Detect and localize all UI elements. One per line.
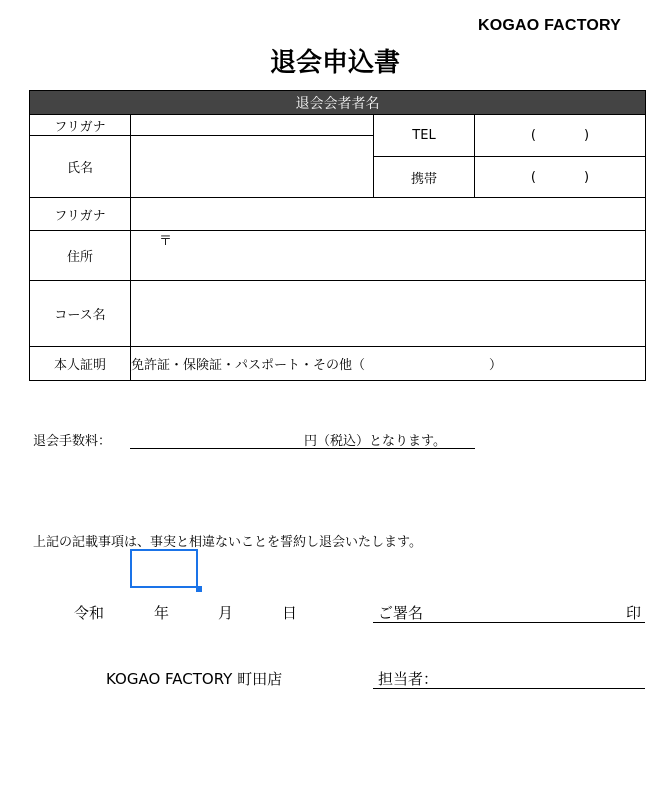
- fee-suffix: 円（税込）となります。: [304, 434, 446, 449]
- mobile-paren-open: (: [530, 169, 536, 185]
- address-furigana-input[interactable]: [131, 198, 646, 231]
- address-label: 住所: [30, 231, 131, 281]
- mobile-label: 携帯: [374, 157, 475, 198]
- signature-line[interactable]: [373, 622, 645, 623]
- address-input[interactable]: [131, 231, 646, 281]
- date-month: 月: [218, 604, 234, 622]
- fill-handle[interactable]: [196, 586, 202, 592]
- name-input[interactable]: [131, 136, 374, 198]
- selected-cell[interactable]: [130, 549, 198, 588]
- course-label: コース名: [30, 281, 131, 347]
- tel-input[interactable]: [475, 115, 646, 157]
- postal-mark: 〒: [159, 233, 173, 249]
- mobile-input[interactable]: [475, 157, 646, 198]
- course-input[interactable]: [131, 281, 646, 347]
- company-name: KOGAO FACTORY: [478, 17, 622, 34]
- id-options[interactable]: 免許証・保険証・パスポート・その他（ ）: [131, 347, 646, 381]
- mobile-paren-close: ): [584, 169, 590, 185]
- id-label: 本人証明: [30, 347, 131, 381]
- staff-line[interactable]: [373, 688, 645, 689]
- pledge-text: 上記の記載事項は、事実と相違ないことを誓約し退会いたします。: [33, 535, 422, 550]
- furigana-input[interactable]: [131, 115, 374, 136]
- fee-label: 退会手数料：: [33, 434, 112, 449]
- date-era: 令和: [74, 604, 105, 622]
- signature-label: ご署名: [378, 604, 424, 622]
- date-day: 日: [282, 604, 298, 622]
- furigana-label: フリガナ: [30, 115, 131, 136]
- page-title: 退会申込書: [269, 48, 400, 78]
- date-year: 年: [154, 604, 170, 622]
- staff-label: 担当者：: [378, 670, 439, 688]
- shop-name: KOGAO FACTORY 町田店: [106, 670, 283, 688]
- tel-paren-close: ): [584, 128, 590, 143]
- address-furigana-label: フリガナ: [30, 198, 131, 231]
- name-label: 氏名: [30, 136, 131, 198]
- tel-label: TEL: [374, 115, 475, 157]
- section-header: 退会会者者名: [30, 91, 646, 115]
- tel-paren-open: (: [530, 128, 536, 143]
- withdrawal-form-table: [29, 90, 646, 381]
- seal-mark: 印: [626, 604, 642, 622]
